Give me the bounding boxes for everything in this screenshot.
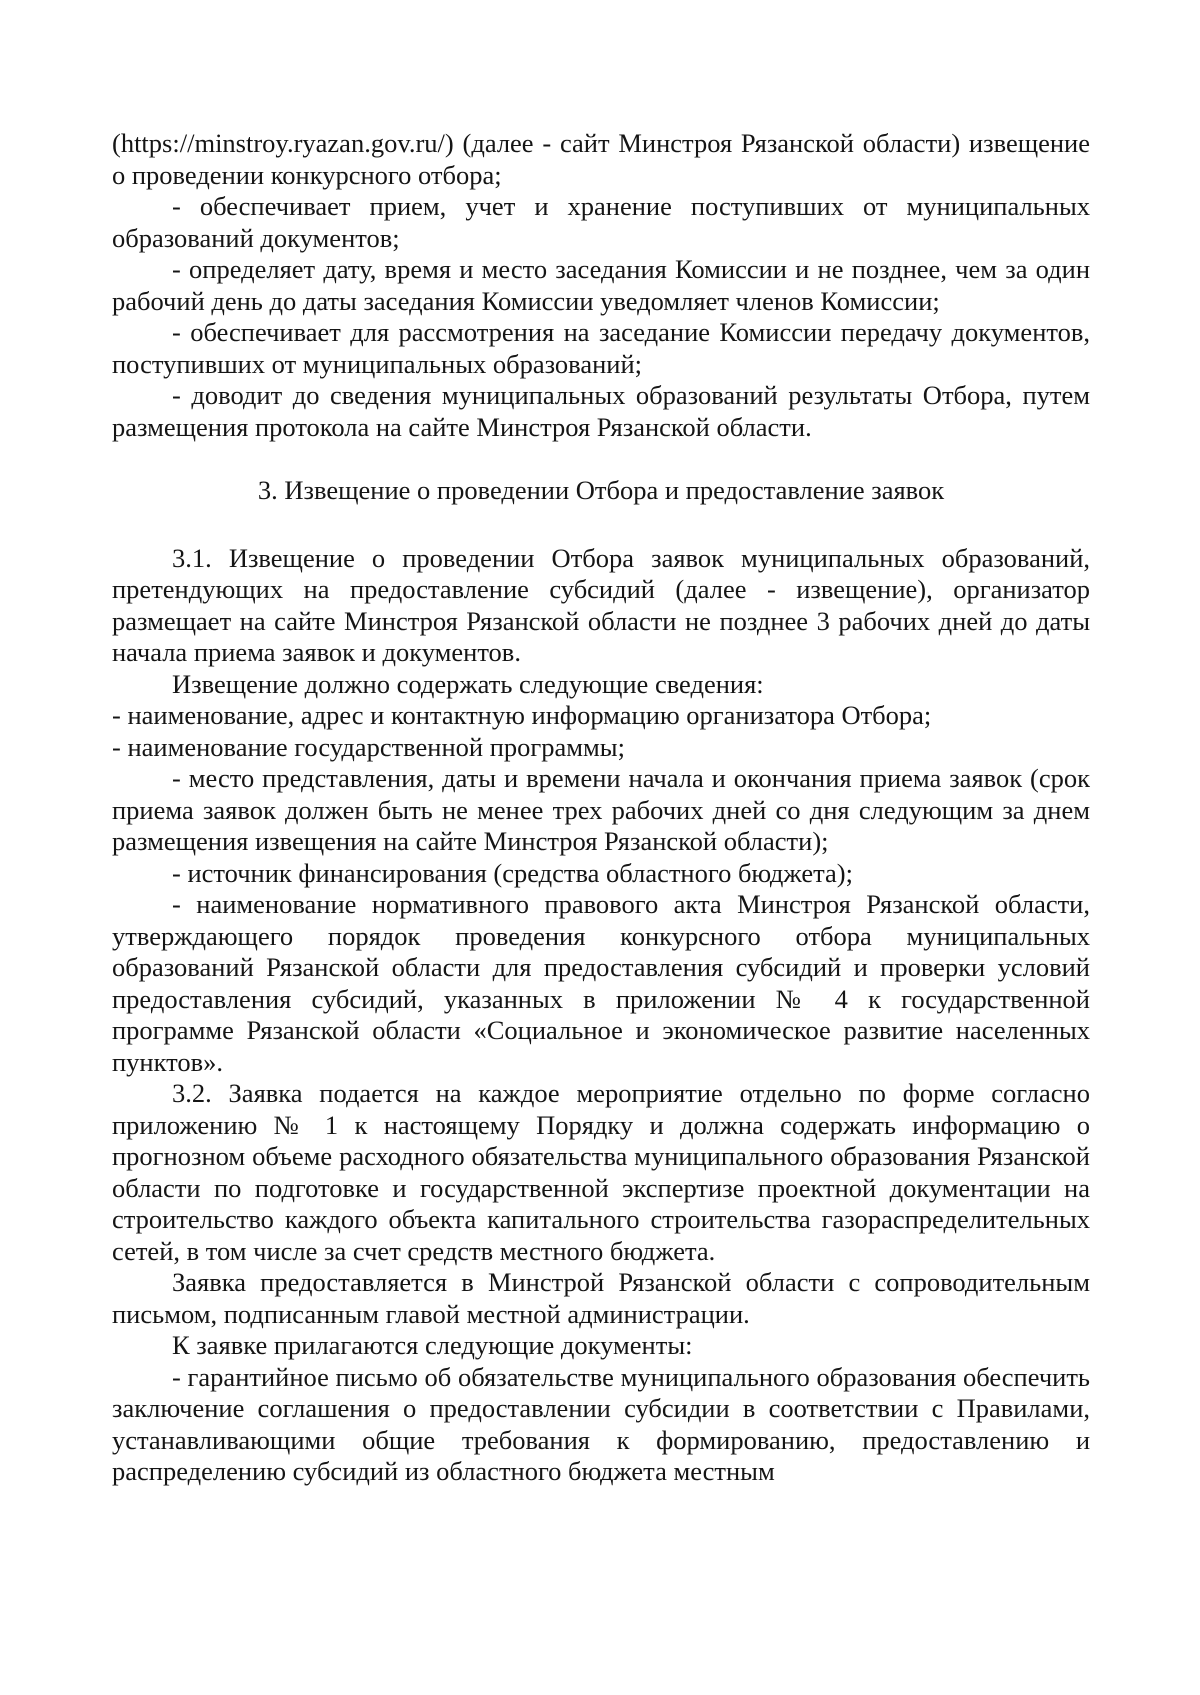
section-heading: 3. Извещение о проведении Отбора и предоставление заявок <box>257 475 945 505</box>
paragraph-3-1: 3.1. Извещение о проведении Отбора заявок муниципальных образований, претендующих на предоставление субсидий (далее - извещение), организатор размещает на сайте Минстроя Рязанской области не позднее 3 рабочих дней до даты начала приема заявок и документов. <box>112 542 1090 667</box>
list-item-funding: - источник финансирования (средства областного бюджета); <box>172 857 853 888</box>
paragraph-transfer-documents: - обеспечивает для рассмотрения на заседание Комиссии передачу документов, поступивших от муниципальных образований; <box>112 317 1090 379</box>
paragraph-meeting-date: - определяет дату, время и место заседания Комиссии и не позднее, чем за один рабочий день до даты заседания Комиссии уведомляет членов Комиссии; <box>112 254 1090 316</box>
document-page <box>112 128 1090 1488</box>
list-item-organizer: - наименование, адрес и контактную информацию организатора Отбора; <box>112 700 932 730</box>
paragraph-receive-documents: - обеспечивает прием, учет и хранение поступивших от муниципальных образований документов; <box>112 191 1090 253</box>
paragraph-3-2: 3.2. Заявка подается на каждое мероприятие отдельно по форме согласно приложению № 1 к настоящему Порядку и должна содержать информацию о прогнозном объеме расходного обязательства муниципального образования Рязанской области по подготовке и государственной экспертизе проектной документации на строительство каждого объекта капитального строительства газораспределительных сетей, в том числе за счет средств местного бюджета. <box>112 1078 1090 1266</box>
list-item-place-dates: - место представления, даты и времени начала и окончания приема заявок (срок приема заявок должен быть не менее трех рабочих дней со дня следующим за днем размещения извещения на сайте Минстроя Рязанской области); <box>112 763 1090 856</box>
paragraph-cover-letter: Заявка предоставляется в Минстрой Рязанской области с сопроводительным письмом, подписанным главой местной администрации. <box>112 1267 1090 1329</box>
paragraph-results: - доводит до сведения муниципальных образований результаты Отбора, путем размещения протокола на сайте Минстроя Рязанской области. <box>112 380 1090 442</box>
paragraph-attachments: К заявке прилагаются следующие документы: <box>172 1330 693 1360</box>
list-item-guarantee-letter: - гарантийное письмо об обязательстве муниципального образования обеспечить заключение соглашения о предоставлении субсидии в соответствии с Правилами, устанавливающими общие требования к формированию, предоставлению и распределению субсидий из областного бюджета местным <box>112 1361 1090 1486</box>
list-item-legal-act: - наименование нормативного правового акта Минстроя Рязанской области, утверждающего порядок проведения конкурсного отбора муниципальных образований Рязанской области для предоставления субсидий и проверки условий предоставления субсидий, указанных в приложении № 4 к государственной программе Рязанской области «Социальное и экономическое развитие населенных пунктов». <box>112 889 1090 1077</box>
paragraph-notice-contents: Извещение должно содержать следующие сведения: <box>172 668 764 699</box>
list-item-program: - наименование государственной программы; <box>112 731 625 762</box>
paragraph-site-notice: (https://minstroy.ryazan.gov.ru/) (далее - сайт Минстроя Рязанской области) извещение о проведении конкурсного отбора; <box>112 128 1090 190</box>
